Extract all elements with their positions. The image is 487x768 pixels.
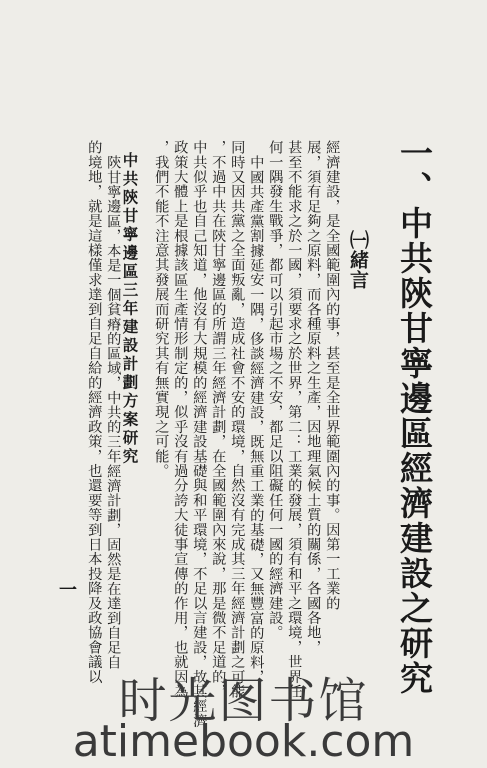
body-column: 政策大體上是根據該區生產情形制定的，似乎沒有過分誇大徒事宣傳的作用，也就因為: [172, 140, 189, 699]
chapter-title: 一、中共陝甘寧邊區經濟建設之研究: [395, 136, 434, 696]
body-column: 的境地，就是這樣僅求達到自足自給的經濟政策，也還要等到日本投降及政協會議以: [86, 140, 103, 684]
body-column: 經濟建設，是全國範圍內的事，甚至是全世界範圍內的事。因第一工業的: [324, 140, 341, 611]
section-heading: ㈠緒言: [347, 230, 369, 290]
watermark-title: 时光图书馆: [118, 673, 369, 729]
body-column: 何一隅發生戰爭，都可以引起市場之不安，都足以阻礙任何一國的經濟建設。: [267, 140, 284, 640]
running-header: 中共陝甘寧邊區三年建設計劃方案研究: [120, 152, 140, 467]
body-column: 中國共產黨割據延安一隅，侈談經濟建設，既無重工業的基礎，又無豐富的原料，: [248, 155, 265, 685]
body-column: 展，須有足夠之原料，而各種原料之生產，因地理氣候土質的關係，各國各地，: [305, 140, 322, 655]
body-column: 同時又因共黨之全面叛亂，造成社會不安的環境，自然沒有完成其三年經濟計劃之可能: [229, 140, 246, 699]
body-column: ，我們不能不注意其發展而研究其有無實現之可能。: [153, 140, 170, 479]
page-number: 一: [56, 580, 77, 598]
body-column: 甚至不能求之於一國，須要求之於世界，第二：工業的發展，須有和平之環境，世界任: [286, 140, 303, 699]
watermark-url: atimebook.com: [72, 716, 415, 767]
body-column: 中共似乎也自己知道，他沒有大規模的經濟建設基礎與和平環境，不足以言建設，故其經濟: [191, 140, 208, 728]
body-column: ，不過中共在陝甘寧邊區的所謂三年經濟計劃，在全國範圍內來說，那是微不足道的，: [210, 140, 227, 699]
body-column: 陝甘寧邊區，本是一個貧瘠的區域，中共的三年經濟計劃，固然是在達到自足自: [105, 155, 122, 670]
